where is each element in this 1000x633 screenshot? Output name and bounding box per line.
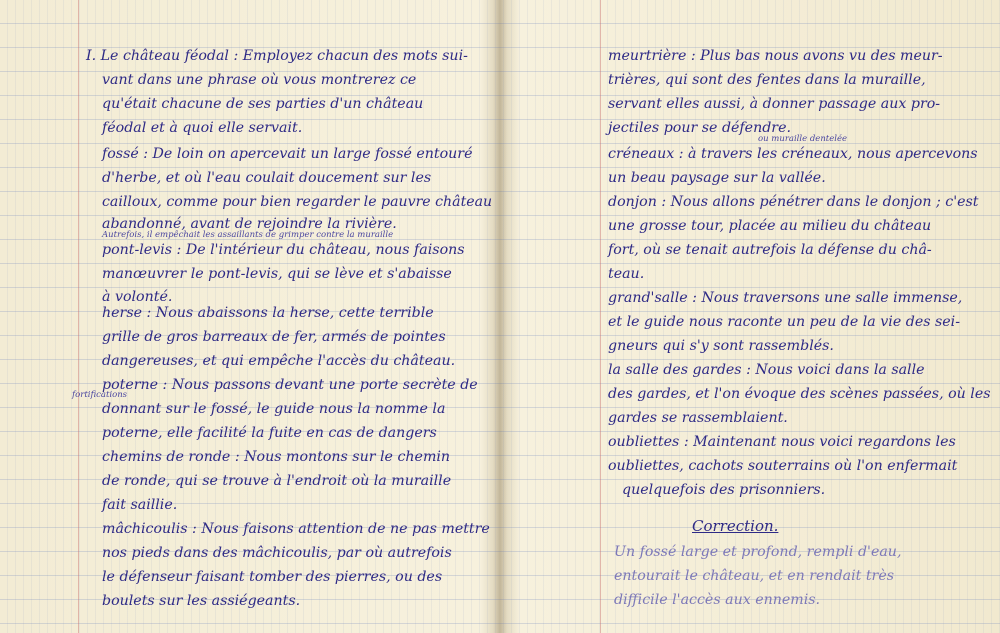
left-line-8: abandonné, avant de rejoindre la rivière. — [102, 216, 397, 232]
right-line-2: trières, qui sont des fentes dans la muraille, — [608, 72, 926, 88]
left-line-6: d'herbe, et où l'eau coulait doucement sur les — [102, 170, 432, 186]
right-line-3: servant elles aussi, à donner passage aux pro- — [608, 96, 941, 112]
right-line-5: créneaux : à travers les créneaux, nous apercevons — [608, 146, 978, 162]
correction-line-2: entourait le château, et en rendait très — [614, 568, 895, 584]
left-line-16: donnant sur le fossé, le guide nous la nomme la — [102, 401, 446, 417]
right-line-9: fort, où se tenait autrefois la défense du châ- — [608, 242, 932, 258]
left-page — [0, 0, 498, 633]
left-line-4: féodal et à quoi elle servait. — [102, 120, 303, 136]
correction-line-1: Un fossé large et profond, rempli d'eau, — [614, 544, 902, 560]
left-line-15: poterne : Nous passons devant une porte secrète de — [102, 377, 478, 393]
left-line-1: I. Le château féodal : Employez chacun des mots sui- — [86, 48, 468, 64]
right-line-8: une grosse tour, placée au milieu du château — [608, 218, 932, 234]
left-note-fosse: Autrefois, il empêchait les assaillants de grimper contre la muraille — [102, 230, 394, 240]
right-note-creneaux: ou muraille dentelée — [758, 134, 848, 144]
right-line-19: quelquefois des prisonniers. — [622, 482, 826, 498]
left-line-5: fossé : De loin on apercevait un large fossé entouré — [102, 146, 473, 162]
left-note-poterne: fortifications — [72, 390, 128, 400]
right-line-7: donjon : Nous allons pénétrer dans le donjon ; c'est — [608, 194, 979, 210]
left-line-18: chemins de ronde : Nous montons sur le chemin — [102, 449, 451, 465]
right-line-10: teau. — [608, 266, 645, 282]
right-line-12: et le guide nous raconte un peu de la vie des sei- — [608, 314, 961, 330]
left-line-10: manœuvrer le pont-levis, qui se lève et s'abaisse — [102, 266, 452, 282]
right-line-13: gneurs qui s'y sont rassemblés. — [608, 338, 834, 354]
left-line-23: le défenseur faisant tomber des pierres, ou des — [102, 569, 443, 585]
left-line-12: herse : Nous abaissons la herse, cette terrible — [102, 305, 434, 321]
left-line-7: cailloux, comme pour bien regarder le pauvre château — [102, 194, 493, 210]
right-line-15: des gardes, et l'on évoque des scènes passées, où les — [608, 386, 991, 402]
right-line-1: meurtrière : Plus bas nous avons vu des meur- — [608, 48, 943, 64]
left-line-17: poterne, elle facilité la fuite en cas de dangers — [102, 425, 437, 441]
left-line-11: à volonté. — [102, 289, 173, 305]
left-line-19: de ronde, qui se trouve à l'endroit où la muraille — [102, 473, 452, 489]
left-line-14: dangereuses, et qui empêche l'accès du château. — [102, 353, 456, 369]
correction-title: Correction. — [692, 517, 779, 535]
left-line-9: pont-levis : De l'intérieur du château, nous faisons — [102, 242, 465, 258]
left-line-24: boulets sur les assiégeants. — [102, 593, 301, 609]
correction-line-3: difficile l'accès aux ennemis. — [614, 592, 821, 608]
left-line-22: nos pieds dans des mâchicoulis, par où autrefois — [102, 545, 452, 561]
right-line-18: oubliettes, cachots souterrains où l'on enfermait — [608, 458, 958, 474]
left-line-3: qu'était chacune de ses parties d'un château — [102, 96, 424, 112]
left-line-21: mâchicoulis : Nous faisons attention de ne pas mettre — [102, 521, 490, 537]
left-line-13: grille de gros barreaux de fer, armés de pointes — [102, 329, 446, 345]
right-line-6: un beau paysage sur la vallée. — [608, 170, 826, 186]
right-line-11: grand'salle : Nous traversons une salle immense, — [608, 290, 963, 306]
left-line-2: vant dans une phrase où vous montrerez ce — [102, 72, 417, 88]
left-line-20: fait saillie. — [102, 497, 178, 513]
right-line-16: gardes se rassemblaient. — [608, 410, 788, 426]
right-line-14: la salle des gardes : Nous voici dans la salle — [608, 362, 925, 378]
right-page — [502, 0, 1000, 633]
right-line-17: oubliettes : Maintenant nous voici regardons les — [608, 434, 956, 450]
right-line-4: jectiles pour se défendre. — [608, 120, 791, 136]
